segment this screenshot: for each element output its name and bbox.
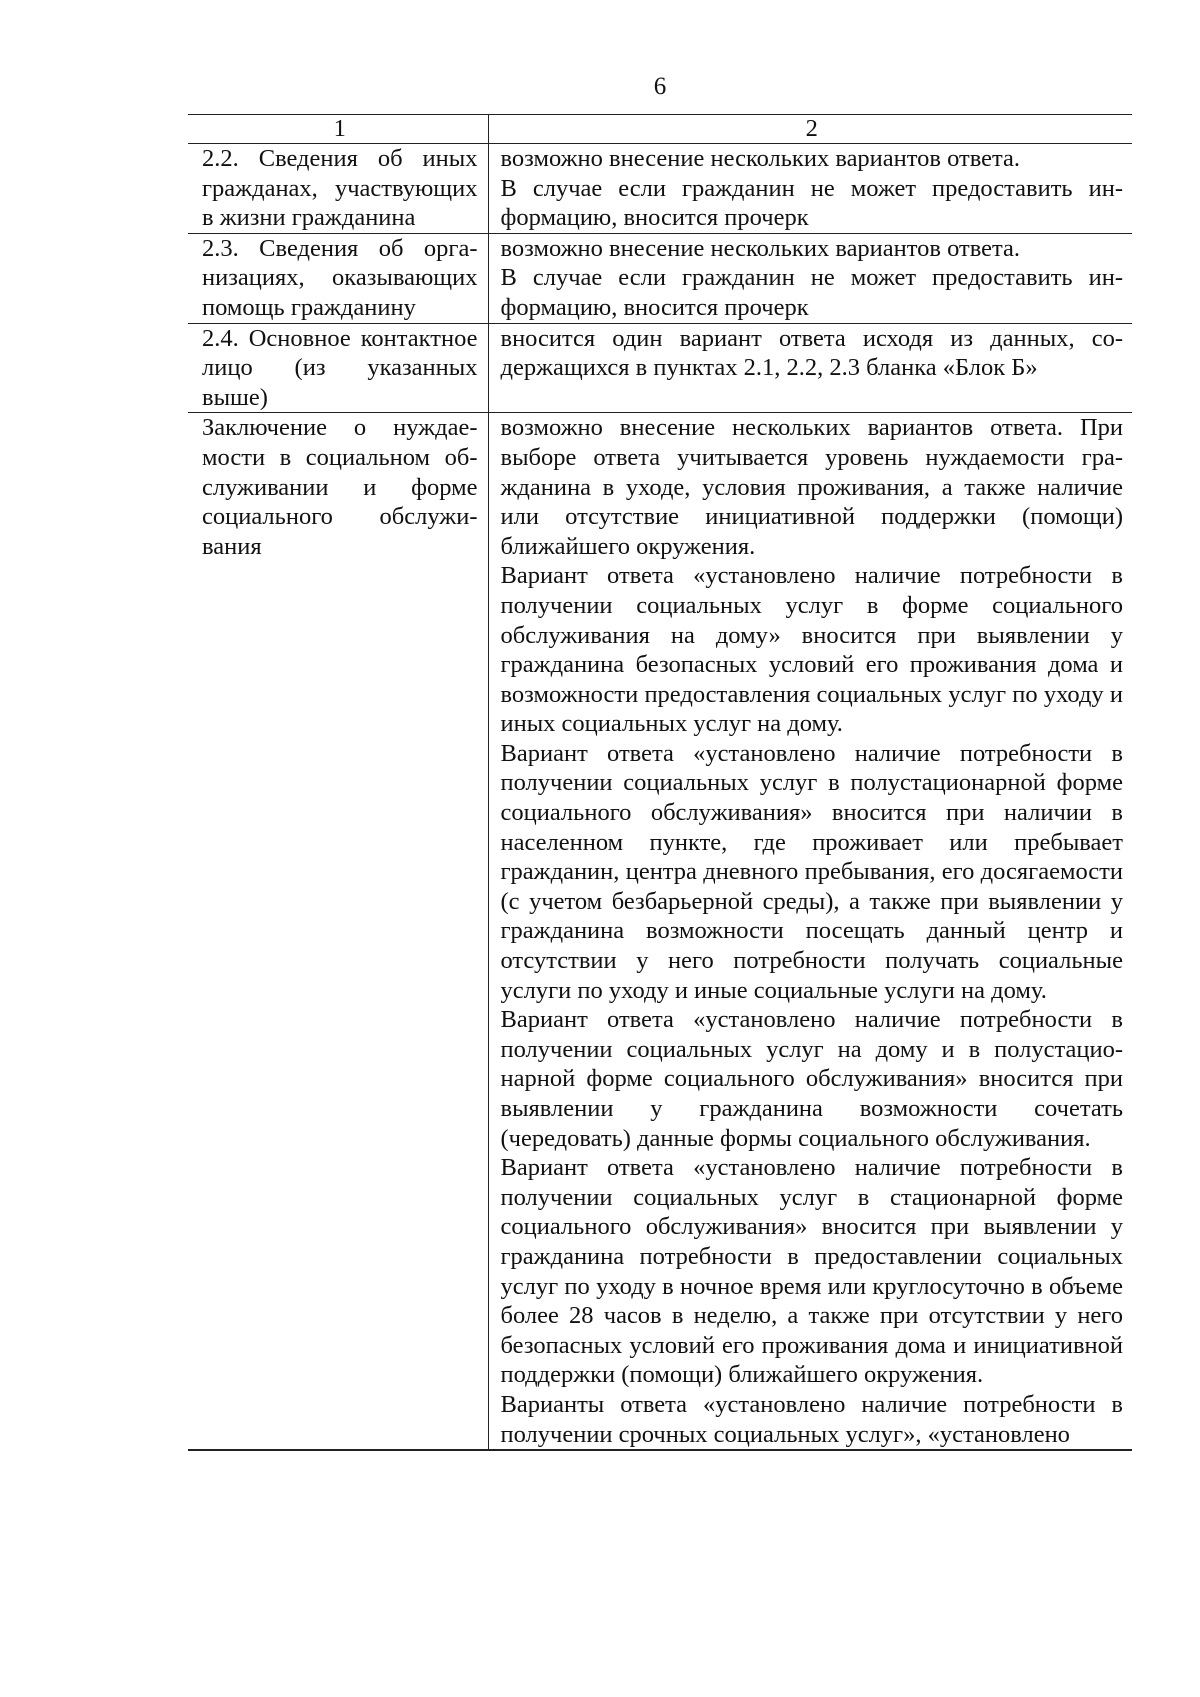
description-paragraph: Вариант ответа «установлено наличие потребности в получении социальных услуг на дому и в полустационарной форме социального обслуживания» вносится при выявлении у гражданина возможности сочетать (чередовать) данные формы социального обслуживания. xyxy=(500,1006,1123,1152)
row-description xyxy=(488,323,1132,413)
description-paragraph: Вариант ответа «установлено наличие потребности в получении социальных услуг в форме социального обслуживания на дому» вносится при выявлении у гражданина безопасных условий его проживания дома и возможности предоставления социальных услуг по уходу и иных социальных услуг на дому. xyxy=(500,562,1123,738)
description-paragraph: возможно внесение нескольких вариантов ответа. xyxy=(500,234,1021,262)
column-header-1: 1 xyxy=(188,115,488,144)
row-description xyxy=(488,413,1132,1450)
table-row xyxy=(188,233,1132,323)
description-paragraph: В случае если гражданин не может предоставить информацию, вносится прочерк xyxy=(500,174,1123,232)
row-description xyxy=(488,233,1132,323)
row-label: 2.3. Сведения об организациях, оказывающих помощь гражданину xyxy=(188,233,488,323)
table-header-row xyxy=(188,115,1132,144)
table-row xyxy=(188,413,1132,1450)
row-label: 2.4. Основное контактное лицо (из указанных выше) xyxy=(188,323,488,413)
description-paragraph: возможно внесение нескольких вариантов ответа. При выборе ответа учитывается уровень нуждаемости гражданина в уходе, условия проживания, а также наличие или отсутствие инициативной поддержки (помощи) ближайшего окружения. xyxy=(500,414,1123,560)
table-row xyxy=(188,323,1132,413)
row-label: 2.2. Сведения об иных гражданах, участвующих в жизни гражданина xyxy=(188,144,488,234)
description-paragraph: вносится один вариант ответа исходя из данных, содержащихся в пунктах 2.1, 2.2, 2.3 бланка «Блок Б» xyxy=(500,324,1123,382)
column-header-2: 2 xyxy=(488,115,1132,144)
requirements-table xyxy=(188,114,1132,1451)
row-label: Заключение о нуждаемости в социальном обслуживании и форме социального обслуживания xyxy=(188,413,488,1450)
description-paragraph: В случае если гражданин не может предоставить информацию, вносится прочерк xyxy=(500,264,1123,321)
description-paragraph: Варианты ответа «установлено наличие потребности в получении срочных социальных услуг», «установлено xyxy=(500,1390,1123,1448)
description-paragraph: возможно внесение нескольких вариантов ответа. xyxy=(500,145,1021,172)
description-paragraph: Вариант ответа «установлено наличие потребности в получении социальных услуг в полустационарной форме социального обслуживания» вносится при наличии в населенном пункте, где проживает или пребывает гражданин, центра дневного пребывания, его досягаемости (с учетом безбарьерной среды), а также при выявлении у гражданина возможности посещать данный центр и отсутствии у него потребности получать социальные услуги по уходу и иные социальные услуги на дому. xyxy=(500,739,1123,1004)
description-paragraph: Вариант ответа «установлено наличие потребности в получении социальных услуг в стационарной форме социального обслуживания» вносится при выявлении у гражданина потребности в предоставлении социальных услуг по уходу в ночное время или круглосуточно в объеме более 28 часов в неделю, а также при отсутствии у него безопасных условий его проживания дома и инициативной поддержки (помощи) ближайшего окружения. xyxy=(500,1154,1123,1389)
page-number: 6 xyxy=(653,73,667,100)
row-description xyxy=(488,144,1132,234)
table-row xyxy=(188,144,1132,234)
